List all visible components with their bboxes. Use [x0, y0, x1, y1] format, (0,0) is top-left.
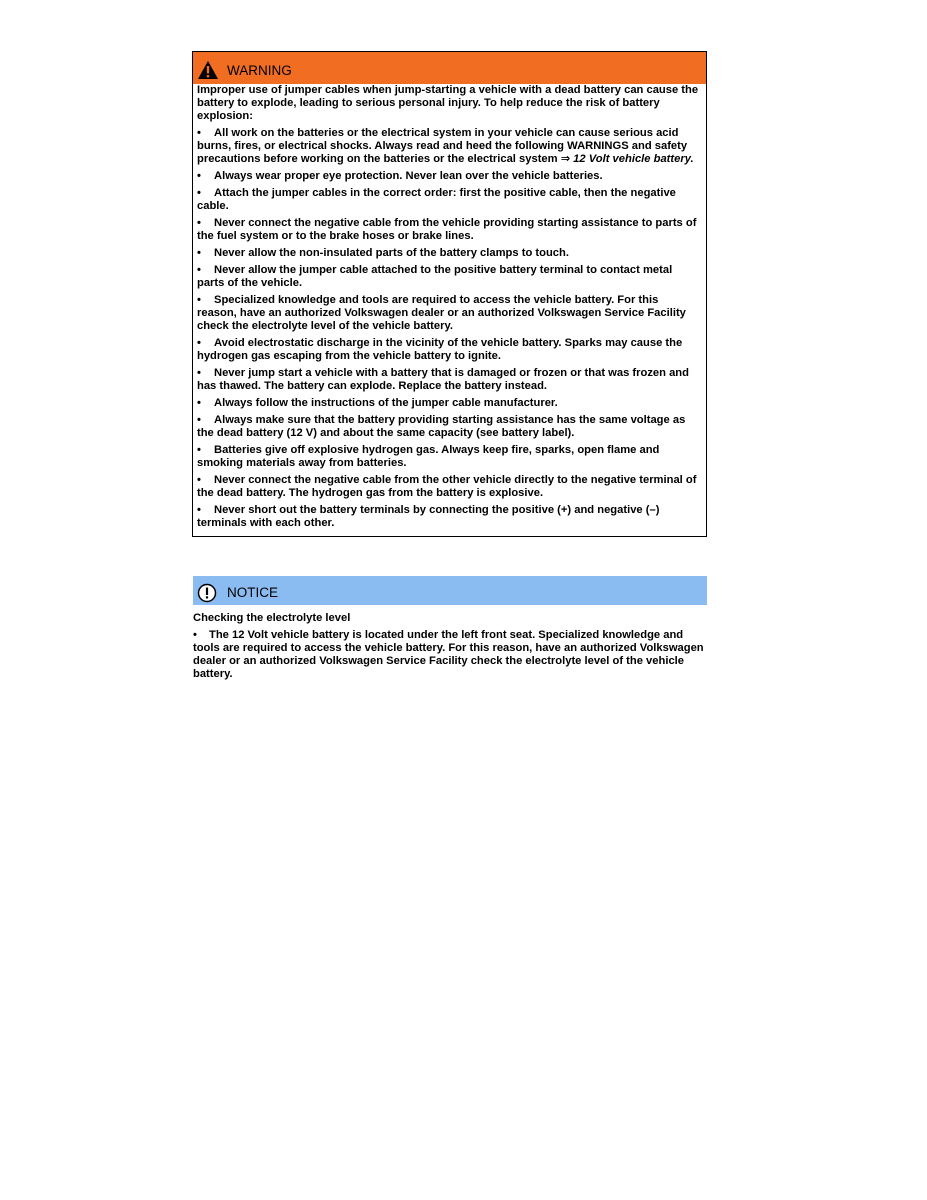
bullet-icon: • [197, 127, 201, 139]
warning-item [197, 187, 700, 213]
warning-item-text: Avoid electrostatic discharge in the vicinity of the vehicle battery. Sparks may cause the hydrogen gas escaping from the vehicle battery to ignite. [197, 337, 683, 362]
notice-list [193, 629, 707, 681]
notice-subtitle: Checking the electrolyte level [193, 612, 351, 624]
cross-reference-end: . [690, 153, 694, 165]
warning-item [197, 294, 700, 333]
notice-body [193, 612, 707, 681]
warning-item-text: Never allow the jumper cable attached to the positive battery terminal to contact metal parts of the vehicle. [197, 264, 673, 289]
bullet-icon: • [197, 264, 201, 276]
warning-list [197, 170, 700, 530]
bullet-icon: • [197, 187, 201, 199]
exclamation-circle-icon [197, 583, 217, 603]
notice-header [193, 576, 707, 605]
bullet-icon: • [197, 504, 201, 516]
bullet-icon: • [197, 294, 201, 306]
warning-item-text: Never short out the battery terminals by connecting the positive (+) and negative (–) terminals with each other. [197, 504, 660, 529]
warning-item-text: Never allow the non-insulated parts of the battery clamps to touch. [214, 247, 569, 259]
warning-item-text: Attach the jumper cables in the correct order: first the positive cable, then the negative cable. [197, 187, 676, 212]
warning-triangle-icon [197, 60, 219, 80]
bullet-icon: • [197, 337, 201, 349]
warning-header [193, 52, 706, 84]
warning-body [193, 84, 706, 536]
warning-item [197, 504, 700, 530]
bullet-icon: • [197, 247, 201, 259]
warning-item [197, 217, 700, 243]
bullet-icon: • [197, 474, 201, 486]
warning-item-text: Always follow the instructions of the jumper cable manufacturer. [214, 397, 558, 409]
bullet-icon: • [197, 397, 201, 409]
warning-item [197, 397, 700, 410]
bullet-icon: • [197, 414, 201, 426]
bullet-icon: • [193, 629, 197, 641]
arrow-icon: ⇒ [560, 153, 571, 165]
warning-item [197, 474, 700, 500]
warning-item-text: Never connect the negative cable from the vehicle providing starting assistance to parts of the fuel system or to the brake hoses or brake lines. [197, 217, 697, 242]
warning-item [197, 127, 700, 166]
warning-item-text: All work on the batteries or the electrical system in your vehicle can cause serious acid burns, fires, or electrical shocks. Always read and heed the following WARNINGS and safety precautions before working on the batteries or the electrical system [197, 127, 688, 165]
warning-item [197, 170, 700, 183]
warning-item [197, 367, 700, 393]
warning-title: WARNING [227, 62, 292, 78]
warning-item-text: Always make sure that the battery providing starting assistance has the same voltage as the dead battery (12 V) and about the same capacity (see battery label). [197, 414, 686, 439]
warning-item-text: Never connect the negative cable from the other vehicle directly to the negative terminal of the dead battery. The hydrogen gas from the battery is explosive. [197, 474, 697, 499]
notice-title: NOTICE [227, 585, 279, 600]
warning-item-text: Always wear proper eye protection. Never lean over the vehicle batteries. [214, 170, 603, 182]
bullet-icon: • [197, 444, 201, 456]
bullet-icon: • [197, 170, 201, 182]
warning-item-text: Batteries give off explosive hydrogen gas. Always keep fire, sparks, open flame and smoking materials away from batteries. [197, 444, 660, 469]
warning-item-text: Never jump start a vehicle with a battery that is damaged or frozen or that was frozen and has thawed. The battery can explode. Replace the battery instead. [197, 367, 689, 392]
warning-item-text: Specialized knowledge and tools are required to access the vehicle battery. For this reason, have an authorized Volkswagen dealer or an authorized Volkswagen Service Facility check the electrolyte level of the vehicle battery. [197, 294, 686, 332]
warning-item [197, 337, 700, 363]
warning-item [197, 247, 700, 260]
cross-reference-link[interactable]: 12 Volt vehicle battery [570, 153, 691, 165]
bullet-icon: • [197, 217, 201, 229]
bullet-icon: • [197, 367, 201, 379]
warning-box [192, 51, 707, 537]
warning-item [197, 414, 700, 440]
warning-intro: Improper use of jumper cables when jump-starting a vehicle with a dead battery can cause the battery to explode, leading to serious personal injury. To help reduce the risk of battery explosion: [197, 84, 699, 122]
notice-item [193, 629, 707, 681]
warning-item [197, 444, 700, 470]
warning-item [197, 264, 700, 290]
notice-item-text: The 12 Volt vehicle battery is located under the left front seat. Specialized knowledge and tools are required to access the vehicle battery. For this reason, have an authorized Volkswagen dealer or an authorized Volkswagen Service Facility check the electrolyte level of the vehicle battery. [193, 629, 704, 680]
